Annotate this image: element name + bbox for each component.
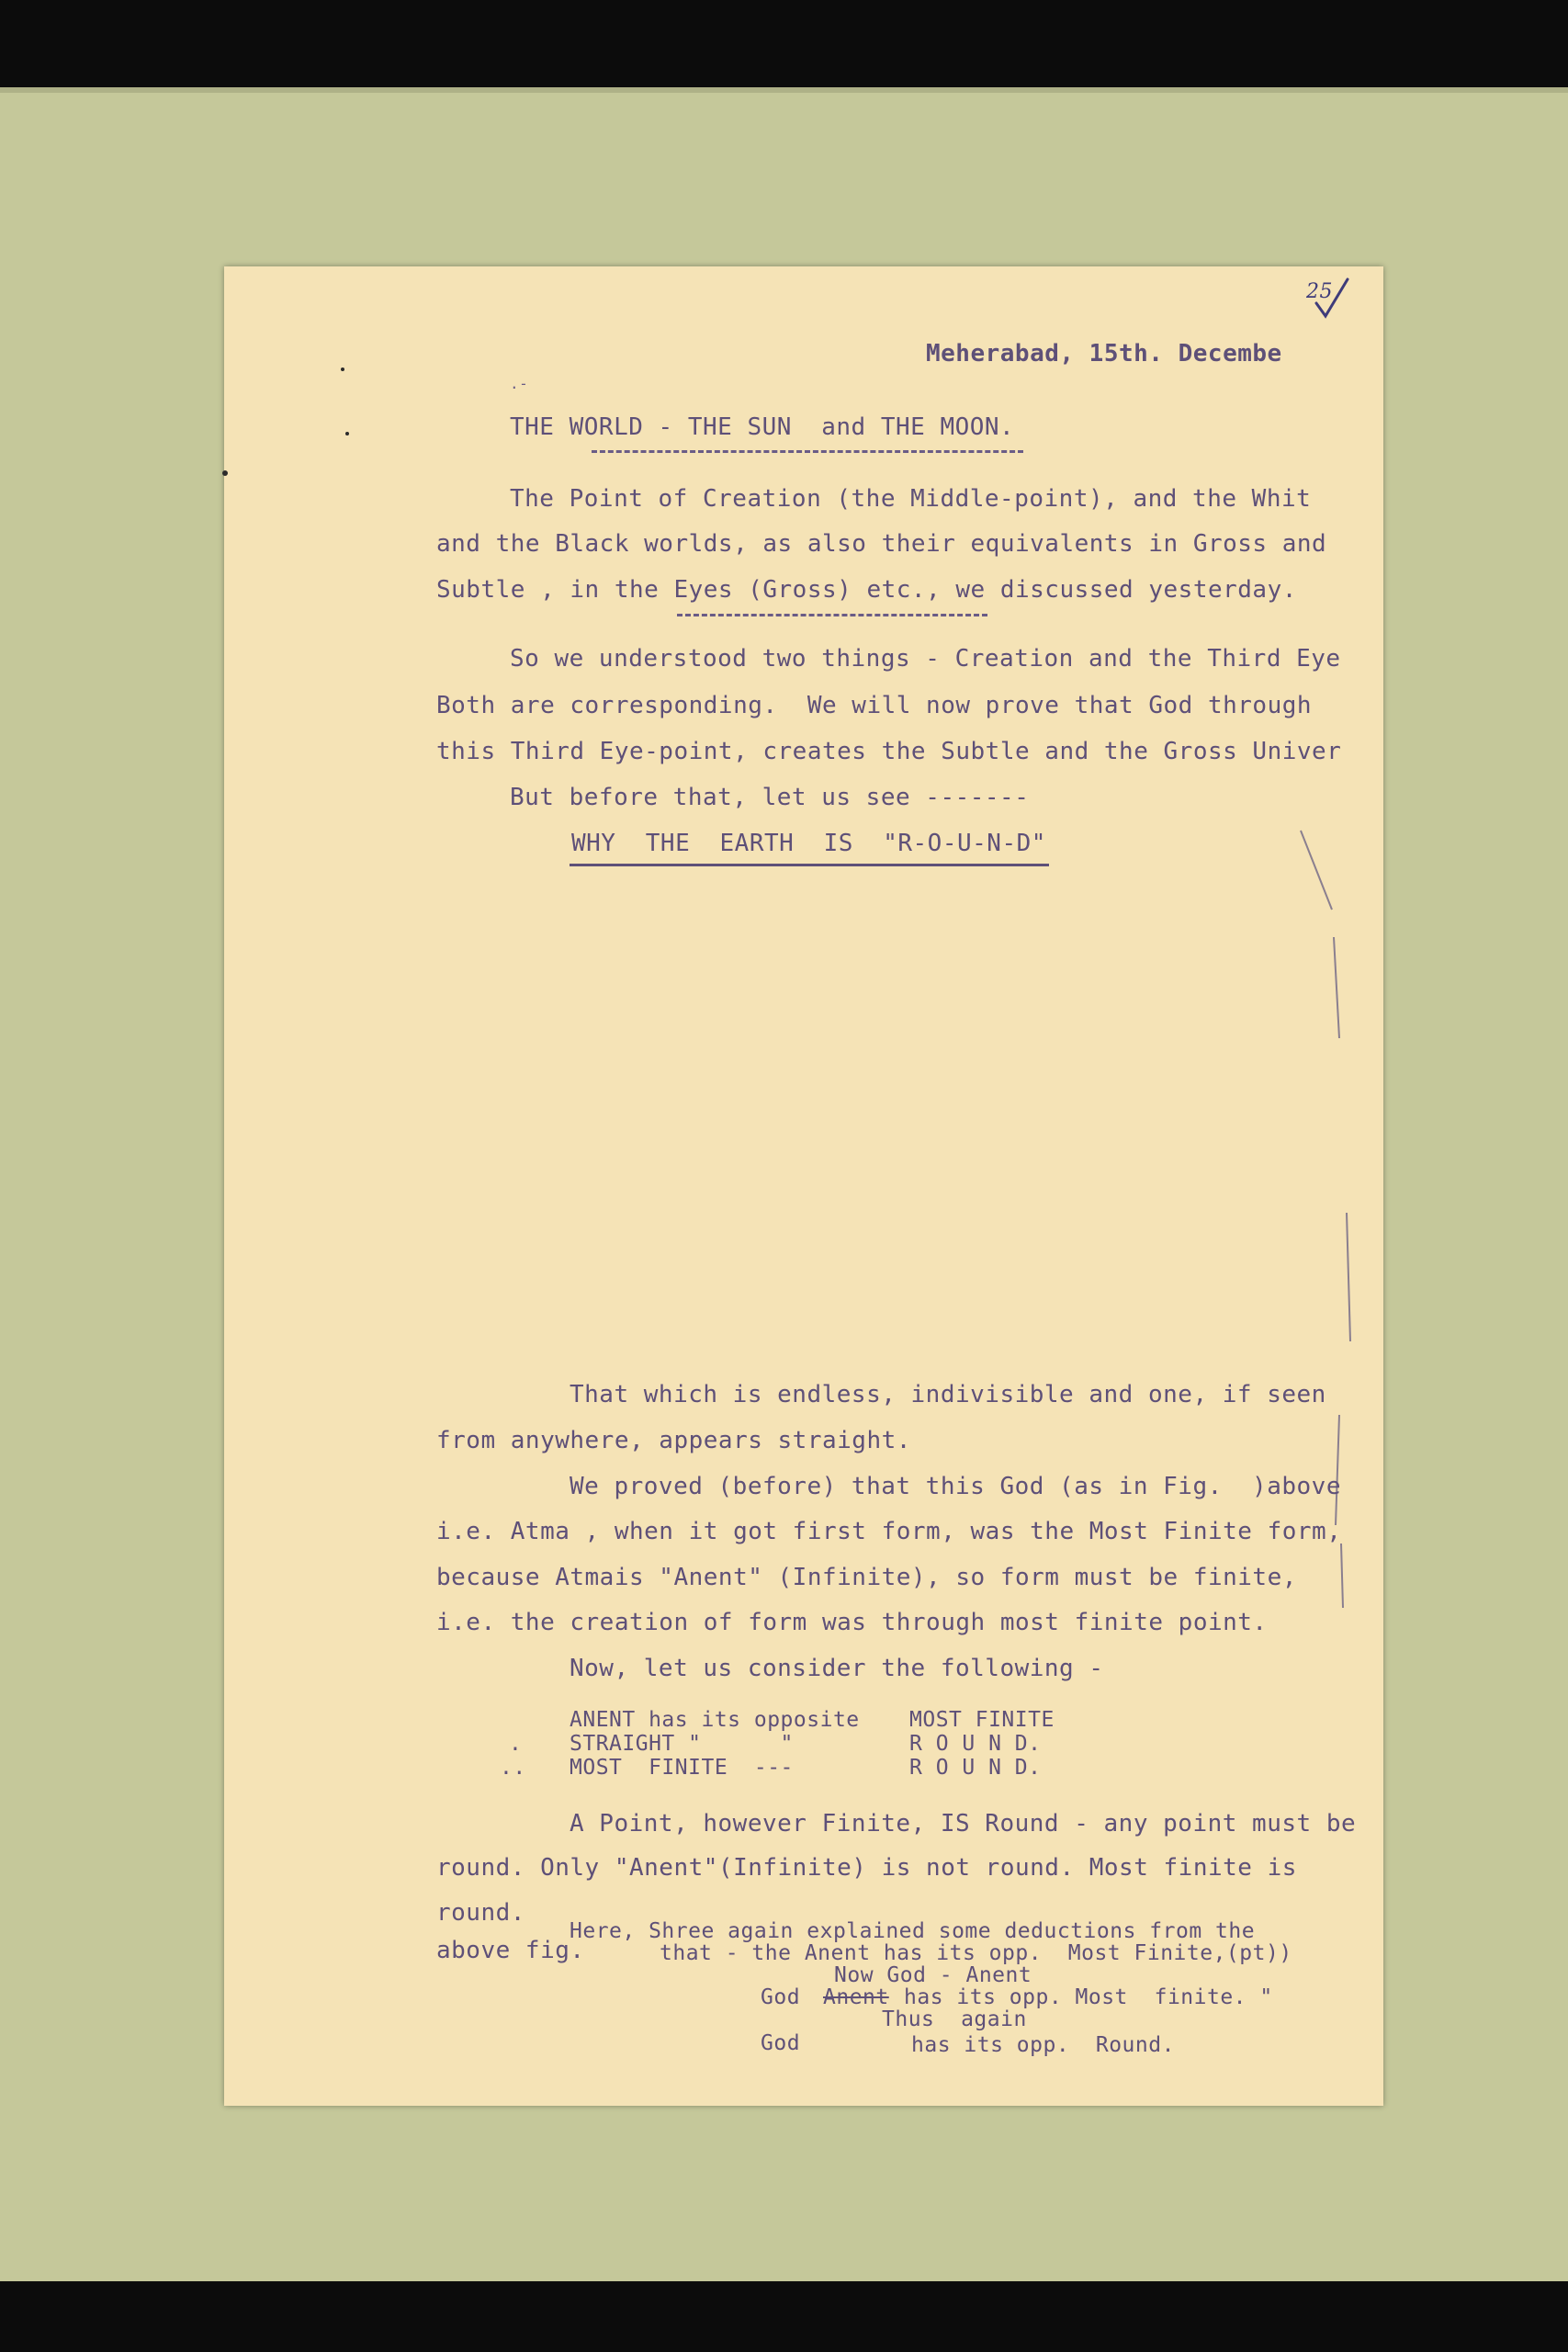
note-line-6-god: God: [761, 2031, 801, 2055]
paragraph-4-line-1: That which is endless, indivisible and one, if seen: [570, 1381, 1326, 1408]
table-row-right: R O U N D.: [909, 1756, 1042, 1780]
table-row-left: STRAIGHT " ": [570, 1732, 794, 1756]
page-title: THE WORLD - THE SUN and THE MOON.: [510, 413, 1015, 441]
table-row-mark: .: [509, 1732, 523, 1756]
eyes-underline: [677, 614, 987, 616]
paragraph-5-line-1: We proved (before) that this God (as in Fig. )above: [570, 1473, 1341, 1500]
note-line-5: Thus again: [882, 2007, 1027, 2031]
note-line-6: has its opp. Round.: [911, 2033, 1175, 2057]
paragraph-1-line-1: The Point of Creation (the Middle-point), and the Whit: [510, 485, 1312, 513]
paragraph-1-line-3: Subtle , in the Eyes (Gross) etc., we discussed yesterday.: [436, 576, 1297, 604]
paragraph-3: But before that, let us see -------: [510, 784, 1030, 811]
ink-speck: [345, 432, 349, 435]
paragraph-4-line-2: from anywhere, appears straight.: [436, 1427, 911, 1454]
table-row-mark: ..: [500, 1756, 526, 1780]
note-line-3: Now God - Anent: [834, 1963, 1032, 1987]
paragraph-5-line-3: because Atmais "Anent" (Infinite), so form must be finite,: [436, 1564, 1297, 1591]
title-underline: [592, 450, 1023, 453]
ink-speck: [341, 368, 344, 371]
paragraph-7-line-3: round.: [436, 1899, 525, 1927]
note-lead: above fig.: [436, 1937, 585, 1964]
note-line-4: has its opp. Most finite. ": [904, 1985, 1273, 2009]
ink-speck: [222, 470, 228, 476]
paragraph-6: Now, let us consider the following -: [570, 1655, 1104, 1682]
note-line-4-god: God: [761, 1985, 801, 2009]
paragraph-1-line-2: and the Black worlds, as also their equivalents in Gross and: [436, 530, 1327, 558]
note-line-2: that - the Anent has its opp. Most Finite,(pt)): [660, 1941, 1292, 1965]
table-row-right: R O U N D.: [909, 1732, 1042, 1756]
paragraph-7-line-1: A Point, however Finite, IS Round - any point must be: [570, 1810, 1357, 1838]
pen-mark: .-: [510, 375, 529, 392]
subheading: WHY THE EARTH IS "R-O-U-N-D": [571, 830, 1046, 857]
paragraph-5-line-2: i.e. Atma , when it got first form, was the Most Finite form,: [436, 1518, 1342, 1545]
table-row-left: ANENT has its opposite: [570, 1708, 860, 1732]
paragraph-2-line-3: this Third Eye-point, creates the Subtle and the Gross Univer: [436, 738, 1342, 765]
mounting-board-edge: [0, 87, 1568, 93]
typewritten-page: [224, 266, 1383, 2106]
note-line-1: Here, Shree again explained some deductions from the: [570, 1919, 1256, 1943]
paragraph-2-line-1: So we understood two things - Creation and the Third Eye: [510, 645, 1341, 673]
place-date: Meherabad, 15th. Decembe: [926, 340, 1282, 368]
table-row-right: MOST FINITE: [909, 1708, 1055, 1732]
paragraph-7-line-2: round. Only "Anent"(Infinite) is not round. Most finite is: [436, 1854, 1297, 1882]
paragraph-2-line-2: Both are corresponding. We will now prove that God through: [436, 692, 1313, 719]
note-line-4-struck: Anent: [823, 1985, 889, 2009]
page-number: 25: [1306, 280, 1333, 303]
check-mark-icon: [1313, 276, 1353, 320]
table-row-left: MOST FINITE ---: [570, 1756, 794, 1780]
paragraph-5-line-4: i.e. the creation of form was through most finite point.: [436, 1609, 1268, 1636]
subheading-underline: [570, 864, 1049, 866]
